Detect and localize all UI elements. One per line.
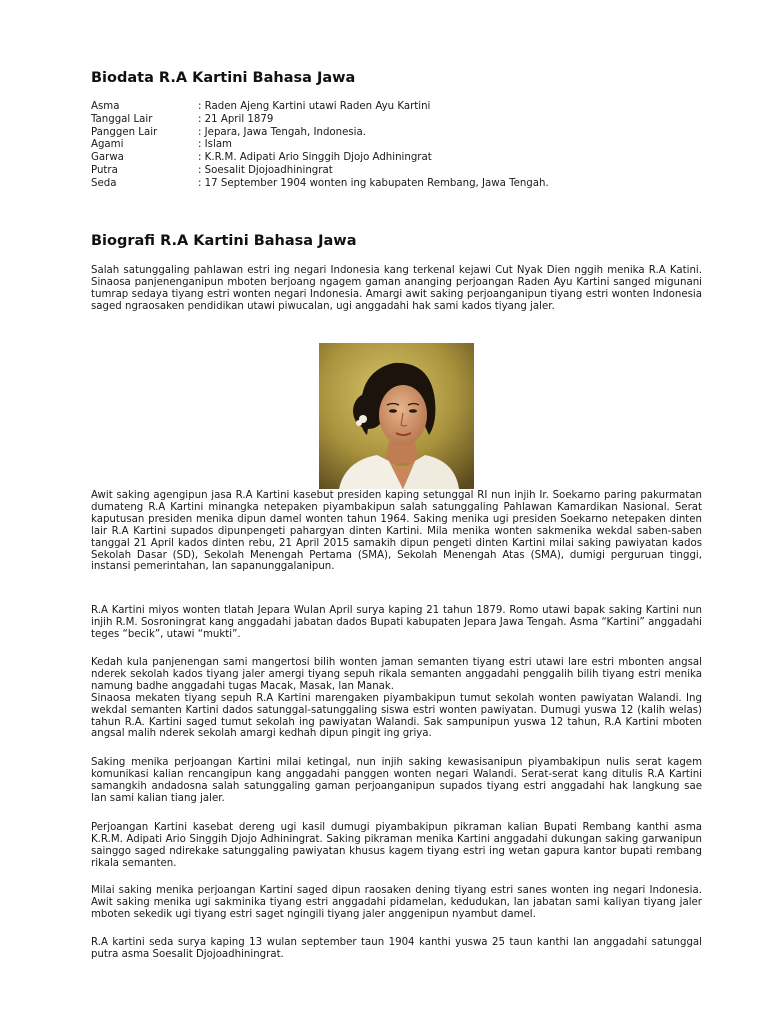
biodata-title: Biodata R.A Kartini Bahasa Jawa [91,70,356,86]
biodata-value: : Soesalit Djojoadhiningrat [198,164,333,176]
biodata-row-asma [91,101,549,114]
biodata-value: : 17 September 1904 wonten ing kabupaten Rembang, Jawa Tengah. [198,177,549,189]
paragraph-perjoangan: Perjoangan Kartini kasebat dereng ugi kasil dumugi piyambakipun pikraman kalian Bupati Rembang kanthi asma K.R.M. Adipati Ario Singgih Djojo Adhiningrat. Saking pikraman menika Kartini anggadahi dukungan saking garwanipun sainggo saged ndirekake satunggaling pawiyatan khusus kagem tiyang estri ing wetan gapura kantor bupati rembang rikala semanten. [91,822,702,869]
paragraph-intro: Salah satunggaling pahlawan estri ing negari Indonesia kang terkenal kejawi Cut Nyak Dien nggih menika R.A Katini. Sinaosa panjenenganipun mboten berjoang ngagem gaman ananging perjoangan Raden Ayu Kartini sanged migunani tumrap sedaya tiyang estri wonten negari Indonesia. Amargi awit saking perjoanganipun tiyang estri wonten Indonesia saged ngraosaken pendidikan utawi piwucalan, ugi anggadahi hak sami kados tiyang jaler. [91,265,702,312]
biodata-row-panggen-lair [91,127,549,140]
biodata-row-putra [91,165,549,178]
biodata-row-tanggal-lair [91,114,549,127]
paragraph-miyos: R.A Kartini miyos wonten tlatah Jepara Wulan April surya kaping 21 tahun 1879. Romo utawi bapak saking Kartini nun injih R.M. Sosroningrat kang anggadahi jabatan dados Bupati kabupaten Jepara Jawa Tengah. Asma “Kartini” anggadahi teges “becik”, utawi “mukti”. [91,605,702,640]
paragraph-serat: Saking menika perjoangan Kartini milai ketingal, nun injih saking kewasisanipun piyambakipun nulis serat kagem komunikasi kalian rencangipun kang anggadahi panggen wonten negari Walandi. Serat-serat kang ditulis R.A Kartini samangkih andadosna salah satunggaling gaman perjoanganipun supados tiyang estri anggadahi hak langkung sae lan sami kalian tiang jaler. [91,757,702,804]
biodata-label: Tanggal Lair [91,113,153,125]
biodata-row-seda [91,178,549,191]
biodata-value: : Islam [198,139,232,151]
biodata-label: Garwa [91,152,124,164]
paragraph-sekolah: Kedah kula panjenengan sami mangertosi bilih wonten jaman semanten tiyang estri utawi lare estri mbonten angsal nderek sekolah kados tiyang jaler amergi tiyang sepuh rikala semanten anggadahi penggalih bilih tiyang estri menika namung badhe anggadahi tugas Macak, Masak, lan Manak. Sinaosa mekaten tiyang sepuh R.A Kartini marengaken piyambakipun tumut sekolah wonten pawiyatan Walandi. Ing wekdal semanten Kartini dados satunggal-satunggaling siswa estri wonten pawiyatan. Dumugi yuswa 12 (kalih welas) tahun R.A. Kartini saged tumut sekolah ing pawiyatan Walandi. Sak sampunipun yuswa 12 tahun, R.A Kartini mboten angsal malih nderek sekolah amargi kedhah dipun pingit ing griya. [91,657,702,740]
paragraph-jasa: Awit saking agengipun jasa R.A Kartini kasebut presiden kaping setunggal RI nun injih Ir. Soekarno paring pakurmatan dumateng R.A Kartini minangka netepaken piyambakipun salah satunggaling Pahlawan Kamardikan Nasional. Serat kaputusan presiden menika dipun damel wonten tahun 1964. Saking menika ugi presiden Soekarno netepaken dinten lair R.A Kartini supados dipunpengeti pahargyan dinten Kartini. Mila menika wonten sakmenika wekdal saben-saben tanggal 21 April kados dinten rebu, 21 April 2015 samakih dipun pengeti dinten Kartini milai saking pawiyatan kados Sekolah Dasar (SD), Sekolah Menengah Pertama (SMA), Sekolah Menengah Atas (SMA), dumigi perguruan tinggi, instansi pemerintahan, lan sapanunggalanipun. [91,490,702,573]
biodata-table [91,101,549,191]
biodata-row-agami [91,139,549,152]
biodata-label: Asma [91,101,120,112]
biodata-label: Putra [91,164,118,176]
biodata-value: : K.R.M. Adipati Ario Singgih Djojo Adhiningrat [198,152,432,164]
paragraph-seda: R.A kartini seda surya kaping 13 wulan september taun 1904 kanthi yuswa 25 taun kanthi lan anggadahi satunggal putra asma Soesalit Djojoadhiningrat. [91,937,702,960]
kartini-portrait-image [319,343,474,489]
biodata-value: : 21 April 1879 [198,113,274,125]
biodata-label: Agami [91,139,124,151]
biodata-row-garwa [91,152,549,165]
biodata-label: Seda [91,177,117,189]
biodata-label: Panggen Lair [91,126,158,138]
biografi-title: Biografi R.A Kartini Bahasa Jawa [91,233,357,249]
paragraph-milai: Milai saking menika perjoangan Kartini saged dipun raosaken dening tiyang estri sanes wonten ing negari Indonesia. Awit saking menika ugi sakminika tiyang estri anggadahi pidamelan, kedudukan, lan jabatan sami kaliyan tiyang jaler mboten sekedik ugi tiyang estri saget ngingili tiyang jaler anggenipun nyambut damel. [91,885,702,920]
biodata-value: : Raden Ajeng Kartini utawi Raden Ayu Kartini [198,101,431,112]
biodata-value: : Jepara, Jawa Tengah, Indonesia. [198,126,366,138]
